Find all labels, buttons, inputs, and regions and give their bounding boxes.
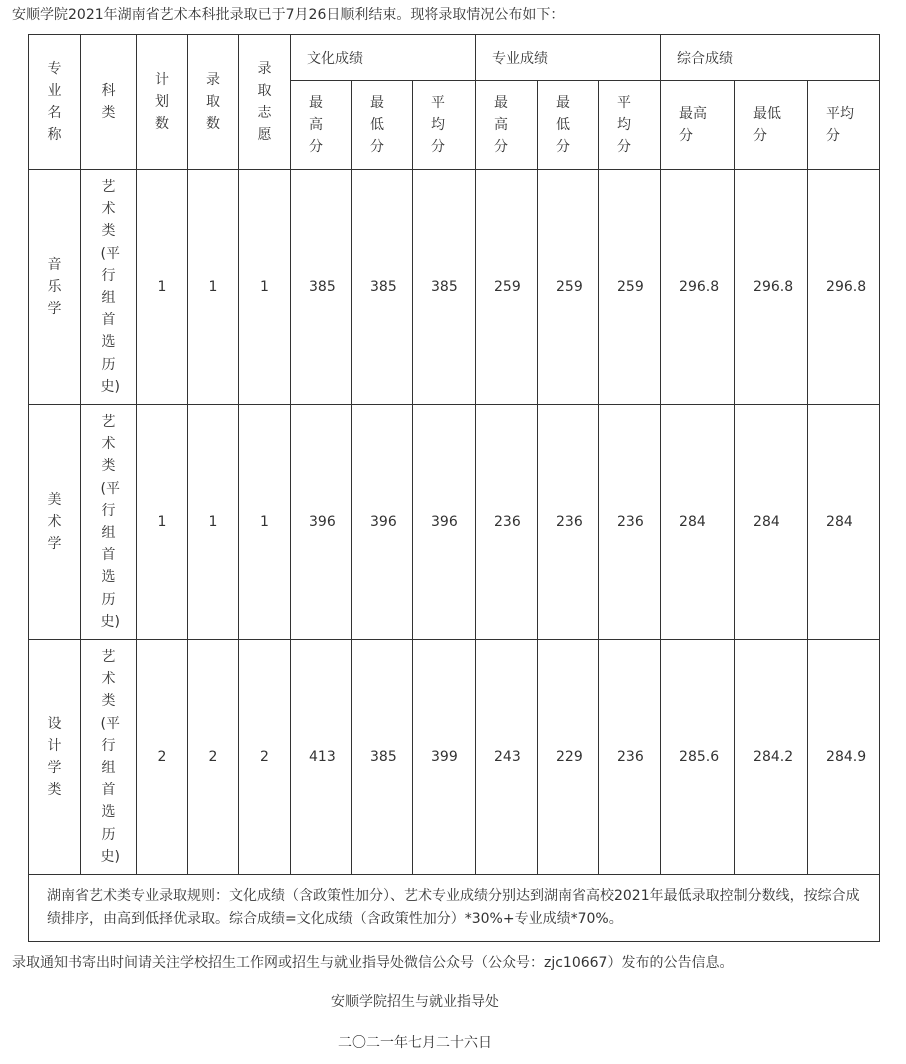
row-plan: 2 [137, 640, 188, 875]
header-prof-avg: 平均分 [599, 81, 661, 170]
row-culture-min: 385 [352, 640, 413, 875]
row-culture-min: 396 [352, 405, 413, 640]
admission-rules-note: 湖南省艺术类专业录取规则：文化成绩（含政策性加分）、艺术专业成绩分别达到湖南省高校2021年最低录取控制分数线，按综合成绩排序，由高到低择优录取。综合成绩=文化成绩（含政策性加分）*30%+专业成绩*70%。 [29, 875, 880, 942]
row-culture-min: 385 [352, 170, 413, 405]
row-major: 设计学类 [29, 640, 81, 875]
row-admitted: 1 [188, 170, 239, 405]
header-culture-min: 最低分 [352, 81, 413, 170]
row-culture-max: 396 [291, 405, 352, 640]
table-row [29, 170, 880, 405]
row-prof-max: 236 [476, 405, 538, 640]
header-professional-group: 专业成绩 [476, 35, 661, 81]
row-prof-min: 236 [538, 405, 599, 640]
row-culture-max: 385 [291, 170, 352, 405]
row-preference: 2 [239, 640, 291, 875]
row-preference: 1 [239, 405, 291, 640]
row-category: 艺术类(平行组首选历史) [81, 640, 137, 875]
row-comp-max: 285.6 [661, 640, 735, 875]
row-comp-max: 296.8 [661, 170, 735, 405]
header-major: 专业名称 [29, 35, 81, 170]
header-comp-max: 最高分 [661, 81, 735, 170]
row-category: 艺术类(平行组首选历史) [81, 405, 137, 640]
signature-date: 二〇二一年七月二十六日 [338, 1035, 492, 1051]
row-category: 艺术类(平行组首选历史) [81, 170, 137, 405]
row-admitted: 1 [188, 405, 239, 640]
header-comp-avg: 平均分 [808, 81, 880, 170]
intro-text: 安顺学院2021年湖南省艺术本科批录取已于7月26日顺利结束。现将录取情况公布如下： [12, 7, 565, 23]
row-prof-min: 229 [538, 640, 599, 875]
row-major: 音乐学 [29, 170, 81, 405]
row-plan: 1 [137, 170, 188, 405]
header-composite-group: 综合成绩 [661, 35, 880, 81]
row-culture-avg: 396 [413, 405, 476, 640]
header-row-1 [29, 35, 880, 81]
header-admitted: 录取数 [188, 35, 239, 170]
row-prof-avg: 236 [599, 405, 661, 640]
row-culture-avg: 385 [413, 170, 476, 405]
notice-text: 录取通知书寄出时间请关注学校招生工作网或招生与就业指导处微信公众号（公众号：zjc10667）发布的公告信息。 [12, 955, 734, 971]
row-culture-max: 413 [291, 640, 352, 875]
row-comp-avg: 284.9 [808, 640, 880, 875]
row-comp-min: 296.8 [735, 170, 808, 405]
row-comp-avg: 284 [808, 405, 880, 640]
admission-table [28, 34, 880, 942]
row-comp-min: 284 [735, 405, 808, 640]
header-culture-max: 最高分 [291, 81, 352, 170]
header-prof-max: 最高分 [476, 81, 538, 170]
row-prof-min: 259 [538, 170, 599, 405]
table-row [29, 405, 880, 640]
signature-office: 安顺学院招生与就业指导处 [331, 994, 499, 1010]
row-preference: 1 [239, 170, 291, 405]
row-admitted: 2 [188, 640, 239, 875]
header-culture-avg: 平均分 [413, 81, 476, 170]
row-prof-avg: 259 [599, 170, 661, 405]
row-comp-max: 284 [661, 405, 735, 640]
row-major: 美术学 [29, 405, 81, 640]
row-prof-max: 243 [476, 640, 538, 875]
header-culture-group: 文化成绩 [291, 35, 476, 81]
row-comp-min: 284.2 [735, 640, 808, 875]
row-comp-avg: 296.8 [808, 170, 880, 405]
header-prof-min: 最低分 [538, 81, 599, 170]
table-row [29, 640, 880, 875]
row-prof-avg: 236 [599, 640, 661, 875]
header-comp-min: 最低分 [735, 81, 808, 170]
header-category: 科类 [81, 35, 137, 170]
header-plan: 计划数 [137, 35, 188, 170]
row-culture-avg: 399 [413, 640, 476, 875]
row-prof-max: 259 [476, 170, 538, 405]
header-preference: 录取志愿 [239, 35, 291, 170]
note-row [29, 875, 880, 942]
row-plan: 1 [137, 405, 188, 640]
